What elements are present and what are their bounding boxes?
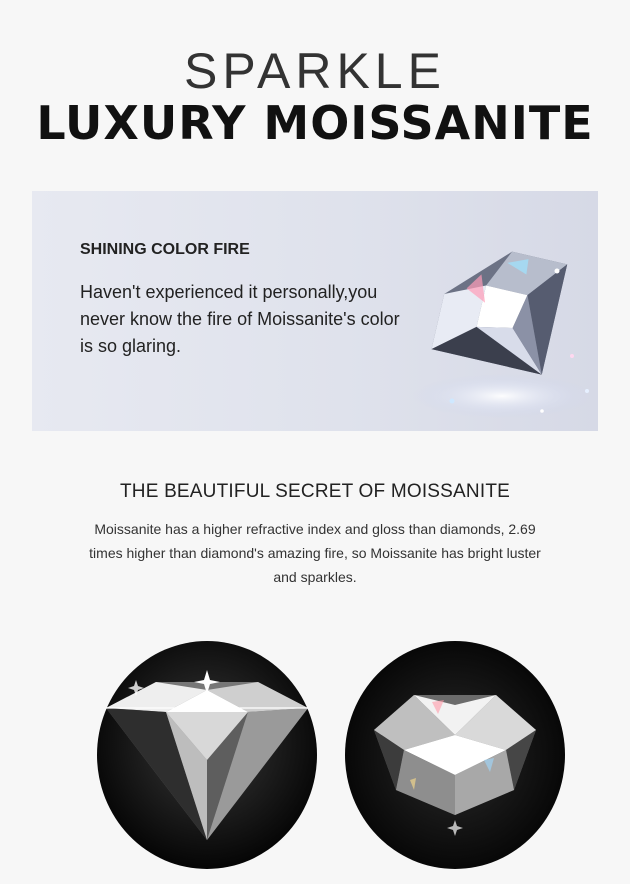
diamond-top-view-icon [344, 640, 566, 870]
secret-description: Moissanite has a higher refractive index and gloss than diamonds, 2.69 times higher than diamond's amazing fire, so Moissanite has bright luster and sparkles. [89, 521, 541, 585]
title-luxury-moissanite: LUXURY MOISSANITE [36, 96, 594, 150]
shining-color-fire-banner [32, 191, 598, 431]
secret-heading: THE BEAUTIFUL SECRET OF MOISSANITE [119, 481, 511, 502]
diamond-side-view-icon [96, 640, 318, 870]
banner-heading: SHINING COLOR FIRE [80, 241, 250, 258]
diamond-gem-icon [392, 211, 598, 431]
title-sparkle: SPARKLE [184, 43, 446, 99]
banner-description: Haven't experienced it personally,you never know the fire of Moissanite's color is so glaring. [80, 282, 400, 356]
